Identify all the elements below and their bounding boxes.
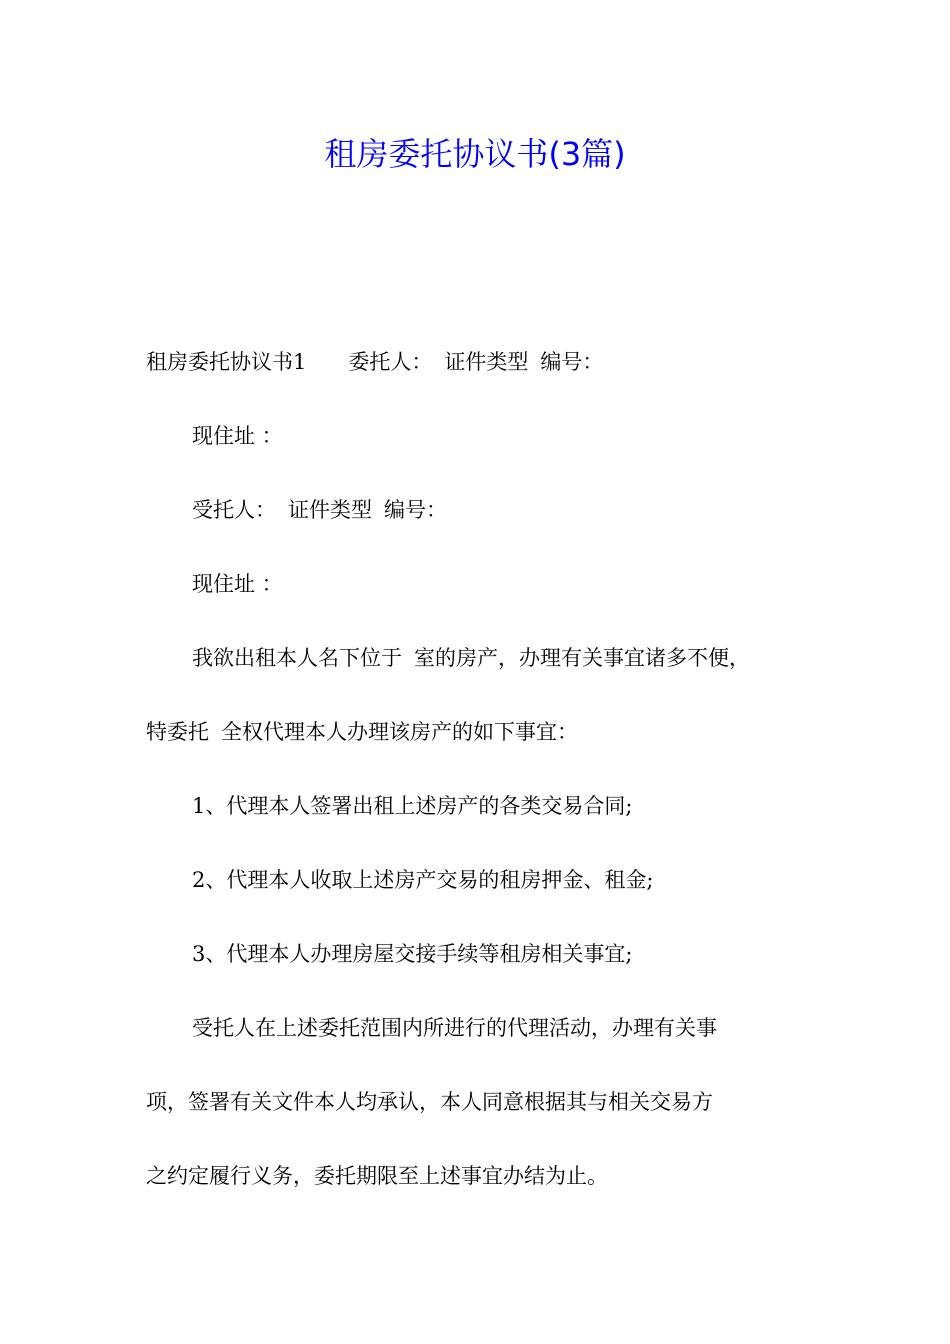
agent-id-type-label: 证件类型 xyxy=(288,498,372,522)
agent-id-number-label: 编号： xyxy=(384,498,447,522)
list-item: 1、代理本人签署出租上述房产的各类交易合同; xyxy=(192,794,633,818)
document-body xyxy=(146,338,836,1226)
paragraph-text: 室的房产，办理有关事宜诸多不便， xyxy=(414,646,750,670)
paragraph-line: 项，签署有关文件本人均承认，本人同意根据其与相关交易方 xyxy=(146,1090,713,1114)
paragraph-line xyxy=(146,634,836,708)
agent-label: 受托人： xyxy=(192,498,276,522)
agent-line xyxy=(146,486,836,560)
document-title: 租房委托协议书(3篇) xyxy=(324,135,626,173)
list-item: 2、代理本人收取上述房产交易的租房押金、租金; xyxy=(192,868,654,892)
id-type-label: 证件类型 xyxy=(444,350,529,374)
paragraph-text: 我欲出租本人名下位于 xyxy=(192,646,402,670)
paragraph-line: 之约定履行义务，委托期限至上述事宜办结为止。 xyxy=(146,1164,608,1188)
agreement-header-line xyxy=(146,338,836,412)
principal-address-line: 现住址 ： xyxy=(192,424,283,448)
list-item: 3、代理本人办理房屋交接手续等租房相关事宜; xyxy=(192,942,633,966)
id-number-label: 编号： xyxy=(540,350,604,374)
paragraph-line xyxy=(146,708,836,782)
agreement-number: 租房委托协议书1 xyxy=(146,350,307,374)
paragraph-text: 全权代理本人办理该房产的如下事宜： xyxy=(221,720,578,744)
agent-address-line: 现住址 ： xyxy=(192,572,283,596)
paragraph-text: 特委托 xyxy=(146,720,209,744)
paragraph-line: 受托人在上述委托范围内所进行的代理活动，办理有关事 xyxy=(192,1016,717,1040)
principal-label: 委托人： xyxy=(348,350,433,374)
